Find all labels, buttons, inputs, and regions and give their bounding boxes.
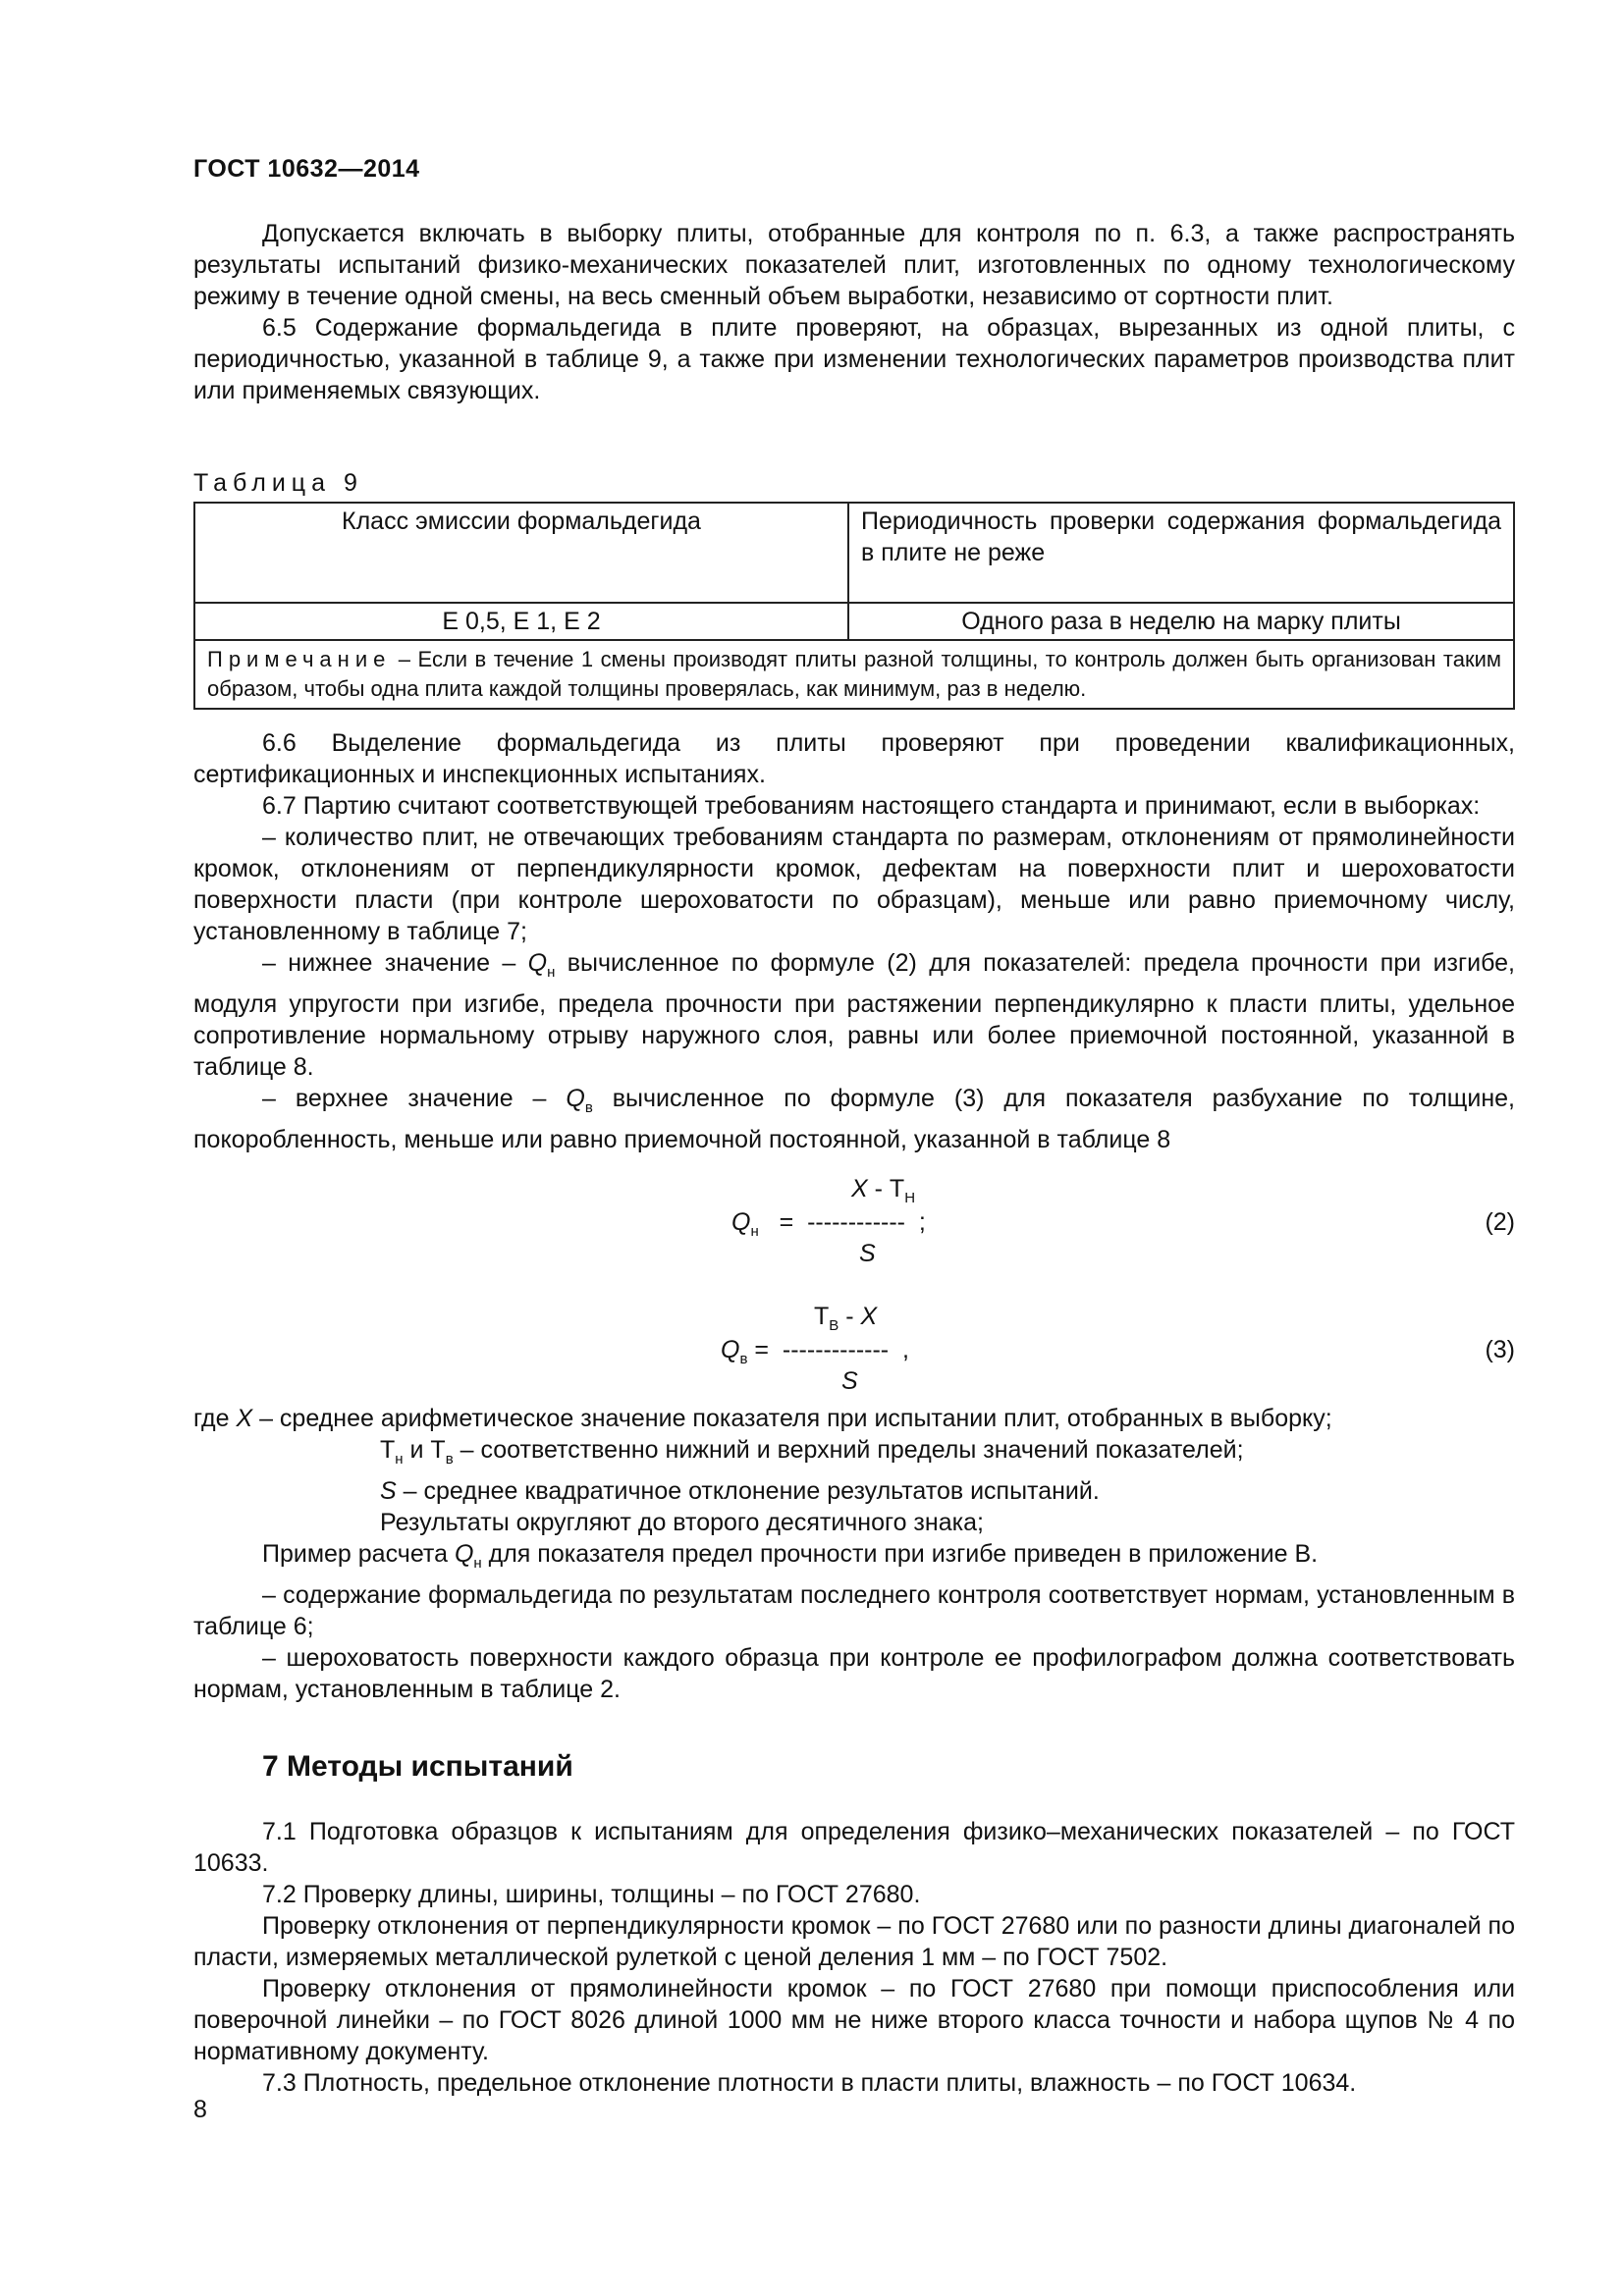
note-label: Примечание: [207, 647, 392, 671]
list-item-formaldehyde: – содержание формальдегида по результатам последнего контроля соответствует нормам, установленным в таблице 6;: [193, 1581, 1515, 1640]
table-9: [193, 502, 1515, 710]
where-text: [193, 1403, 1515, 1705]
where-t: $Т_н$ и $Т_в$ – соответственно нижний и верхний пределы значений показателей;: [380, 1436, 1244, 1468]
list-item-lower: – нижнее значение – $Q_н$ вычисленное по формуле (2) для показателей: предела прочности при изгибе, модуля упругости при изгибе, предела прочности при растяжении перпендикулярно к пласти плиты, удельное сопротивление нормальному отрыву наружного слоя, равны или более приемочной постоянной, указанной в таблице 8.: [193, 949, 1515, 1081]
paragraph-7-1: 7.1 Подготовка образцов к испытаниям для определения физико–механических показателей – по ГОСТ 10633.: [193, 1818, 1515, 1877]
list-item-roughness: – шероховатость поверхности каждого образца при контроле ее профилографом должна соответствовать нормам, установленным в таблице 2.: [193, 1644, 1515, 1703]
formula-2-denominator: S: [859, 1240, 876, 1267]
paragraph-7-3: 7.3 Плотность, предельное отклонение плотности в пласти плиты, влажность – по ГОСТ 10634.: [262, 2069, 1357, 2097]
document-header: ГОСТ 10632—2014: [193, 155, 420, 183]
note-text: – Если в течение 1 смены производят плиты разной толщины, то контроль должен быть организован таким образом, чтобы одна плита каждой толщины проверялась, как минимум, раз в неделю.: [207, 647, 1501, 701]
paragraph-7-2: 7.2 Проверку длины, ширины, толщины – по ГОСТ 27680.: [262, 1881, 921, 1908]
intro-text: [193, 218, 1515, 406]
where-x: где X – среднее арифметическое значение показателя при испытании плит, отобранных в выборку;: [193, 1405, 1332, 1432]
paragraph: Допускается включать в выборку плиты, отобранные для контроля по п. 6.3, а также распространять результаты испытаний физико-механических показателей плит, изготовленных по одному технологическому режиму в течение одной смены, на весь сменный объем выработки, независимо от сортности плит.: [193, 220, 1515, 310]
paragraph-6-5: 6.5 Содержание формальдегида в плите проверяют, на образцах, вырезанных из одной плиты, с периодичностью, указанной в таблице 9, а также при изменении технологических параметров производства плит или применяемых связующих.: [193, 314, 1515, 404]
where-s: S – среднее квадратичное отклонение результатов испытаний.: [380, 1477, 1100, 1505]
table-header-class: Класс эмиссии формальдегида: [194, 503, 848, 603]
table-cell-period: Одного раза в неделю на марку плиты: [848, 603, 1514, 640]
paragraph-perpendicularity: Проверку отклонения от перпендикулярности кромок – по ГОСТ 27680 или по разности длины диагоналей по пласти, измеряемых металлической рулеткой с ценой деления 1 мм – по ГОСТ 7502.: [193, 1912, 1515, 1971]
section-7-title: 7 Методы испытаний: [262, 1750, 573, 1783]
formula-3-denominator: S: [841, 1367, 858, 1395]
formula-2-numerator: X - $Т_Н$: [851, 1175, 916, 1206]
formula-3-line: $Q_в$ = ------------- ,: [721, 1336, 909, 1367]
list-item-upper: – верхнее значение – $Q_в$ вычисленное по формуле (3) для показателя разбухание по толщине, покоробленность, меньше или равно приемочной постоянной, указанной в таблице 8: [193, 1085, 1515, 1153]
example-note: Пример расчета $Q_н$ для показателя предел прочности при изгибе приведен в приложение В.: [262, 1540, 1319, 1572]
formula-3-number: (3): [1485, 1336, 1515, 1363]
page-number: 8: [193, 2096, 207, 2123]
paragraph-6-6: 6.6 Выделение формальдегида из плиты проверяют при проведении квалификационных, сертификационных и инспекционных испытаниях.: [193, 729, 1515, 788]
formula-2-line: $Q_н$ = ------------ ;: [731, 1208, 926, 1240]
paragraph-straightness: Проверку отклонения от прямолинейности кромок – по ГОСТ 27680 при помощи приспособления или поверочной линейки – по ГОСТ 8026 длиной 1000 мм не ниже второго класса точности и набора щупов № 4 по нормативному документу.: [193, 1975, 1515, 2065]
formula-3-numerator: $Т_В$ - X: [814, 1303, 878, 1334]
table-cell-class: Е 0,5, Е 1, Е 2: [194, 603, 848, 640]
paragraph-6-7: 6.7 Партию считают соответствующей требованиям настоящего стандарта и принимают, если в выборках:: [262, 792, 1481, 820]
table-note: [194, 640, 1514, 709]
list-item: – количество плит, не отвечающих требованиям стандарта по размерам, отклонениям от прямолинейности кромок, отклонениям от перпендикулярности кромок, дефектам на поверхности плит и шероховатости поверхности пласти (при контроле шероховатости по образцам), меньше или равно приемочному числу, установленному в таблице 7;: [193, 824, 1515, 945]
table-caption: Таблица 9: [193, 469, 363, 497]
rounding-note: Результаты округляют до второго десятичного знака;: [380, 1509, 984, 1536]
section-7-text: [193, 1816, 1515, 2099]
table-header-period: Периодичность проверки содержания формальдегида в плите не реже: [848, 503, 1514, 603]
body-text: [193, 727, 1515, 1155]
formula-2-number: (2): [1485, 1208, 1515, 1236]
